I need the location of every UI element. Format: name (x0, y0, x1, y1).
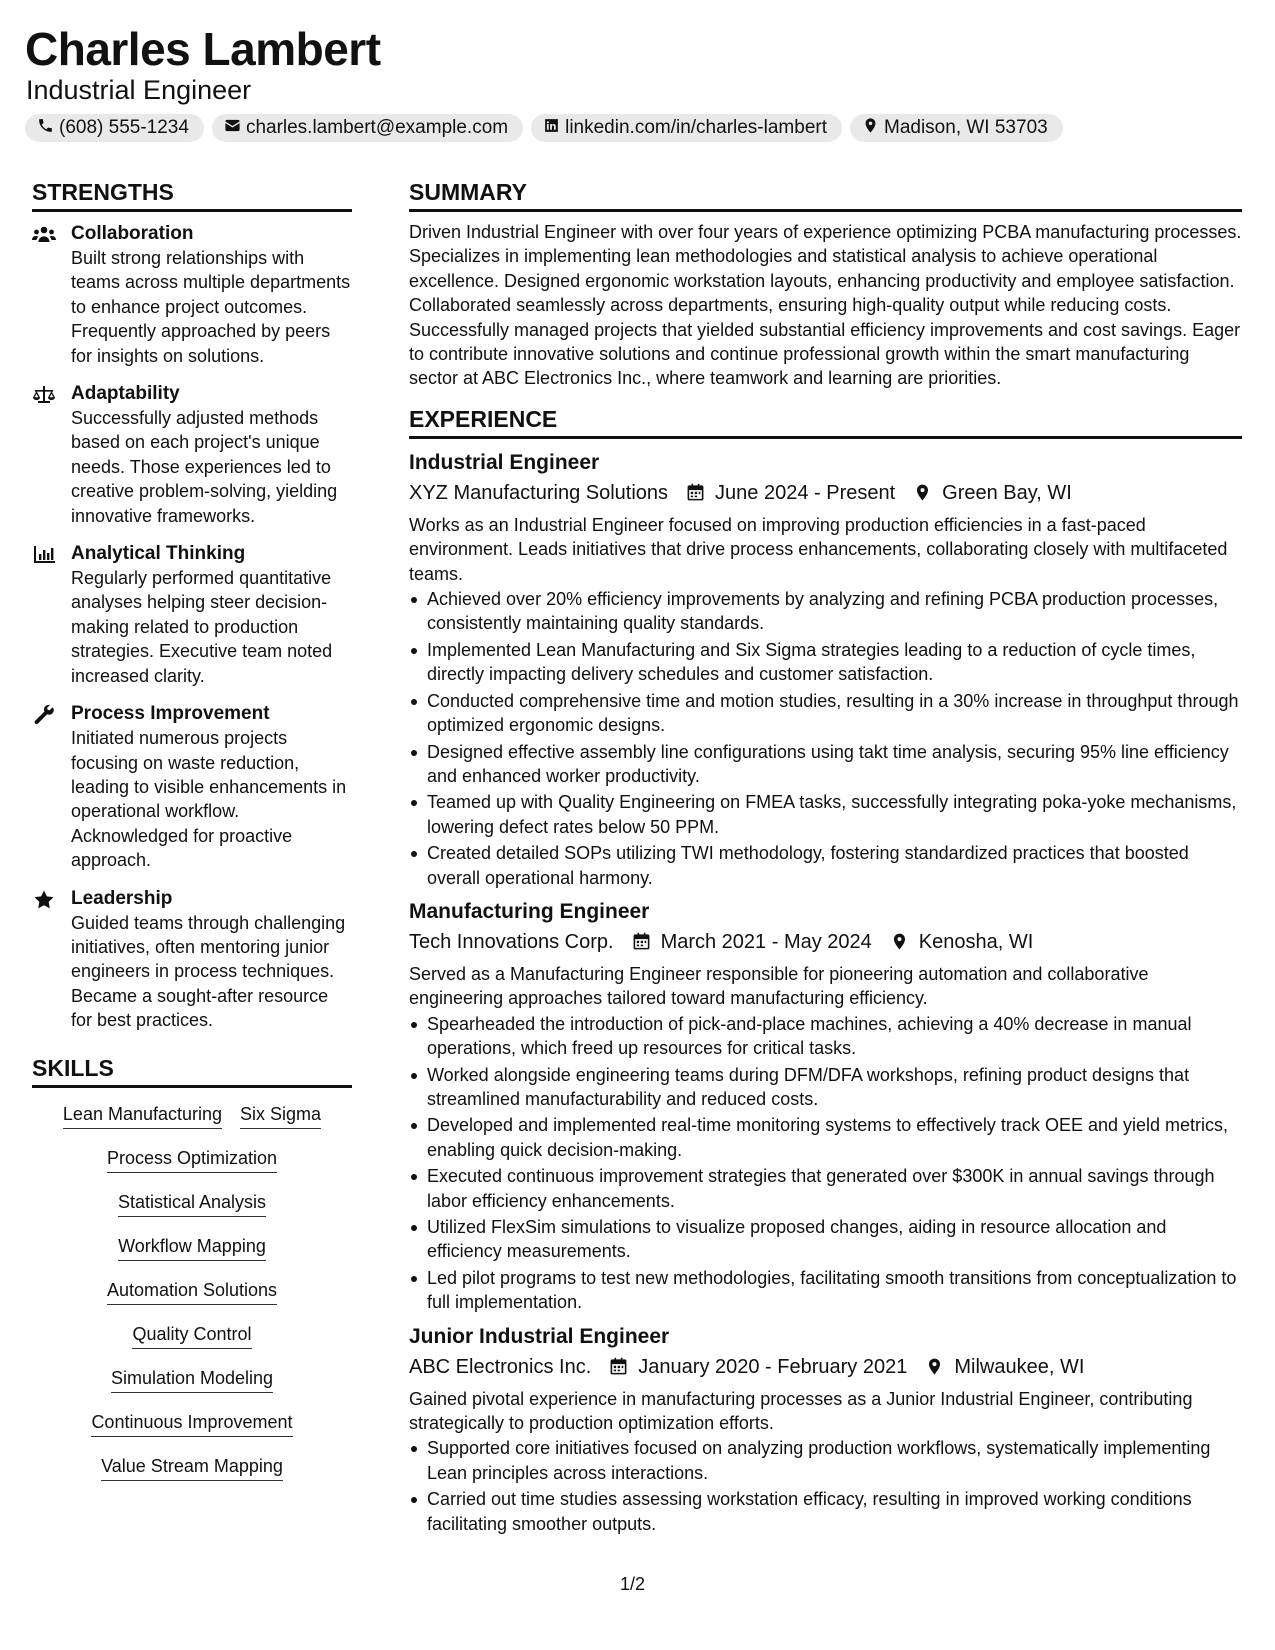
strength-description: Regularly performed quantitative analyses helping steer decision-making related to production strategies. Executive team noted increased clarity. (71, 568, 333, 686)
job-dates: March 2021 - May 2024 (660, 930, 872, 953)
bullet-item: Supported core initiatives focused on analyzing production workflows, systematically implementing Lean principles across interactions. (409, 1436, 1242, 1485)
left-column (32, 177, 352, 1481)
job-meta (409, 1353, 1242, 1381)
contact-bar (25, 114, 1063, 142)
calendar-icon (686, 483, 705, 502)
bar-chart-icon (32, 545, 56, 565)
linkedin-text: linkedin.com/in/charles-lambert (565, 117, 827, 138)
bullet-item: Utilized FlexSim simulations to visualize proposed changes, aiding in resource allocation and efficiency measurements. (409, 1215, 1242, 1264)
bullet-item: Carried out time studies assessing workstation efficacy, resulting in improved working conditions facilitating smoother outputs. (409, 1487, 1242, 1536)
strength-item (32, 222, 352, 368)
linkedin-icon (543, 117, 560, 140)
bullet-item: Designed effective assembly line configurations using takt time analysis, securing 95% line efficiency and enhanced worker productivity. (409, 740, 1242, 789)
strength-title: Collaboration (71, 223, 194, 244)
skill-tag: Automation Solutions (107, 1278, 277, 1305)
bullet-item: Executed continuous improvement strategies that generated over $300K in annual savings through labor efficiency enhancements. (409, 1164, 1242, 1213)
skill-tag: Simulation Modeling (111, 1366, 273, 1393)
strength-item (32, 382, 352, 528)
summary-heading: SUMMARY (409, 177, 1242, 212)
job-entry (409, 1323, 1242, 1536)
bullet-item: Implemented Lean Manufacturing and Six Sigma strategies leading to a reduction of cycle times, directly impacting delivery schedules and customer satisfaction. (409, 638, 1242, 687)
job-dates: January 2020 - February 2021 (638, 1355, 908, 1378)
job-location: Green Bay, WI (942, 481, 1072, 504)
job-title: Industrial Engineer (409, 450, 600, 474)
job-bullets (409, 1012, 1242, 1315)
experience-heading: EXPERIENCE (409, 404, 1242, 439)
location-pin-icon (862, 117, 879, 140)
strength-description: Guided teams through challenging initiatives, often mentoring junior engineers in process techniques. Became a sought-after resource for best practices. (71, 912, 346, 1031)
strength-title: Adaptability (71, 383, 180, 405)
job-meta (409, 479, 1242, 507)
skill-tag: Continuous Improvement (91, 1410, 292, 1437)
bullet-item: Led pilot programs to test new methodologies, facilitating smooth transitions from conceptualization to full implementation. (409, 1266, 1242, 1315)
right-column (409, 177, 1242, 1544)
skill-tag: Workflow Mapping (118, 1234, 266, 1261)
job-location: Kenosha, WI (918, 930, 1034, 953)
strength-description: Built strong relationships with teams across multiple departments to enhance project outcomes. Frequently approached by peers for insights on solutions. (71, 248, 351, 366)
bullet-item: Created detailed SOPs utilizing TWI methodology, fostering standardized practices that boosted overall operational harmony. (409, 841, 1242, 890)
strengths-heading: STRENGTHS (32, 177, 352, 212)
skills-heading: SKILLS (32, 1053, 352, 1088)
page-number: 1/2 (620, 1574, 646, 1594)
job-description: Gained pivotal experience in manufacturing processes as a Junior Industrial Engineer, contributing strategically to production optimization efforts. (409, 1388, 1193, 1434)
location-pin-icon (913, 483, 932, 502)
skill-tag: Lean Manufacturing (63, 1102, 222, 1129)
location-pin-icon (925, 1357, 944, 1376)
star-icon (32, 890, 56, 910)
contact-location (850, 114, 1063, 142)
location-text: Madison, WI 53703 (884, 117, 1048, 138)
job-title: Junior Industrial Engineer (409, 1324, 670, 1348)
location-pin-icon (890, 932, 909, 951)
job-entry (409, 898, 1242, 1315)
users-icon (32, 225, 56, 245)
envelope-icon (224, 117, 241, 140)
wrench-icon (32, 705, 56, 725)
summary-text: Driven Industrial Engineer with over four years of experience optimizing PCBA manufacturing processes. Specializes in implementing lean methodologies and statistical analysis to achieve operational excellence. Designed ergonomic workstation layouts, enhancing productivity and employee satisfaction. Collaborated seamlessly across departments, ensuring high-quality output while reducing costs. Successfully managed projects that yielded substantial efficiency improvements and cost savings. Eager to contribute innovative solutions and continue professional growth within the smart manufacturing sector at ABC Electronics Inc., where teamwork and learning are priorities. (409, 222, 1242, 389)
calendar-icon (609, 1357, 628, 1376)
bullet-item: Spearheaded the introduction of pick-and-place machines, achieving a 40% decrease in manual operations, which freed up resources for critical tasks. (409, 1012, 1242, 1061)
job-location: Milwaukee, WI (954, 1355, 1085, 1378)
contact-email[interactable] (212, 114, 523, 142)
phone-icon (37, 117, 54, 140)
bullet-item: Teamed up with Quality Engineering on FMEA tasks, successfully integrating poka-yoke mechanisms, lowering defect rates below 50 PPM. (409, 790, 1242, 839)
balance-scale-icon (32, 385, 56, 405)
skill-tag: Process Optimization (107, 1146, 277, 1173)
bullet-item: Achieved over 20% efficiency improvements by analyzing and refining PCBA production processes, consistently maintaining quality standards. (409, 587, 1242, 636)
bullet-item: Developed and implemented real-time monitoring systems to effectively track OEE and yield metrics, enabling quick decision-making. (409, 1113, 1242, 1162)
strength-title: Leadership (71, 887, 173, 909)
company-name: ABC Electronics Inc. (409, 1355, 592, 1378)
contact-linkedin[interactable] (531, 114, 842, 142)
candidate-name: Charles Lambert (25, 23, 381, 75)
strength-title: Analytical Thinking (71, 543, 246, 565)
skill-tag: Quality Control (132, 1322, 251, 1349)
strength-item (32, 702, 352, 872)
strength-title: Process Improvement (71, 703, 270, 725)
company-name: Tech Innovations Corp. (409, 930, 614, 953)
skill-tag: Statistical Analysis (118, 1190, 266, 1217)
strength-item (32, 887, 352, 1033)
job-title: Manufacturing Engineer (409, 899, 650, 923)
job-bullets (409, 587, 1242, 890)
skill-tag: Six Sigma (240, 1102, 321, 1129)
job-entry (409, 449, 1242, 890)
strength-description: Successfully adjusted methods based on each project's unique needs. Those experiences led to creative problem-solving, yielding innovative frameworks. (71, 408, 338, 526)
job-dates: June 2024 - Present (715, 481, 896, 504)
company-name: XYZ Manufacturing Solutions (409, 481, 669, 504)
job-bullets (409, 1436, 1242, 1536)
contact-phone[interactable] (25, 114, 204, 142)
skills-list (32, 1098, 352, 1481)
calendar-icon (632, 932, 651, 951)
phone-text: (608) 555-1234 (59, 117, 189, 138)
strength-item (32, 542, 352, 688)
bullet-item: Conducted comprehensive time and motion studies, resulting in a 30% increase in throughput through optimized ergonomic designs. (409, 689, 1242, 738)
candidate-title: Industrial Engineer (26, 75, 252, 105)
job-description: Served as a Manufacturing Engineer responsible for pioneering automation and collaborative engineering approaches tailored toward manufacturing efficiency. (409, 963, 1149, 1009)
job-meta (409, 928, 1242, 956)
strength-description: Initiated numerous projects focusing on waste reduction, leading to visible enhancements in operational workflow. Acknowledged for proactive approach. (71, 728, 347, 871)
skill-tag: Value Stream Mapping (101, 1454, 283, 1481)
job-description: Works as an Industrial Engineer focused on improving production efficiencies in a fast-paced environment. Leads initiatives that drive process enhancements, collaborating closely with multifaceted teams. (409, 514, 1228, 584)
email-text: charles.lambert@example.com (245, 117, 509, 138)
bullet-item: Worked alongside engineering teams during DFM/DFA workshops, refining product designs that streamlined manufacturability and reduced costs. (409, 1063, 1242, 1112)
